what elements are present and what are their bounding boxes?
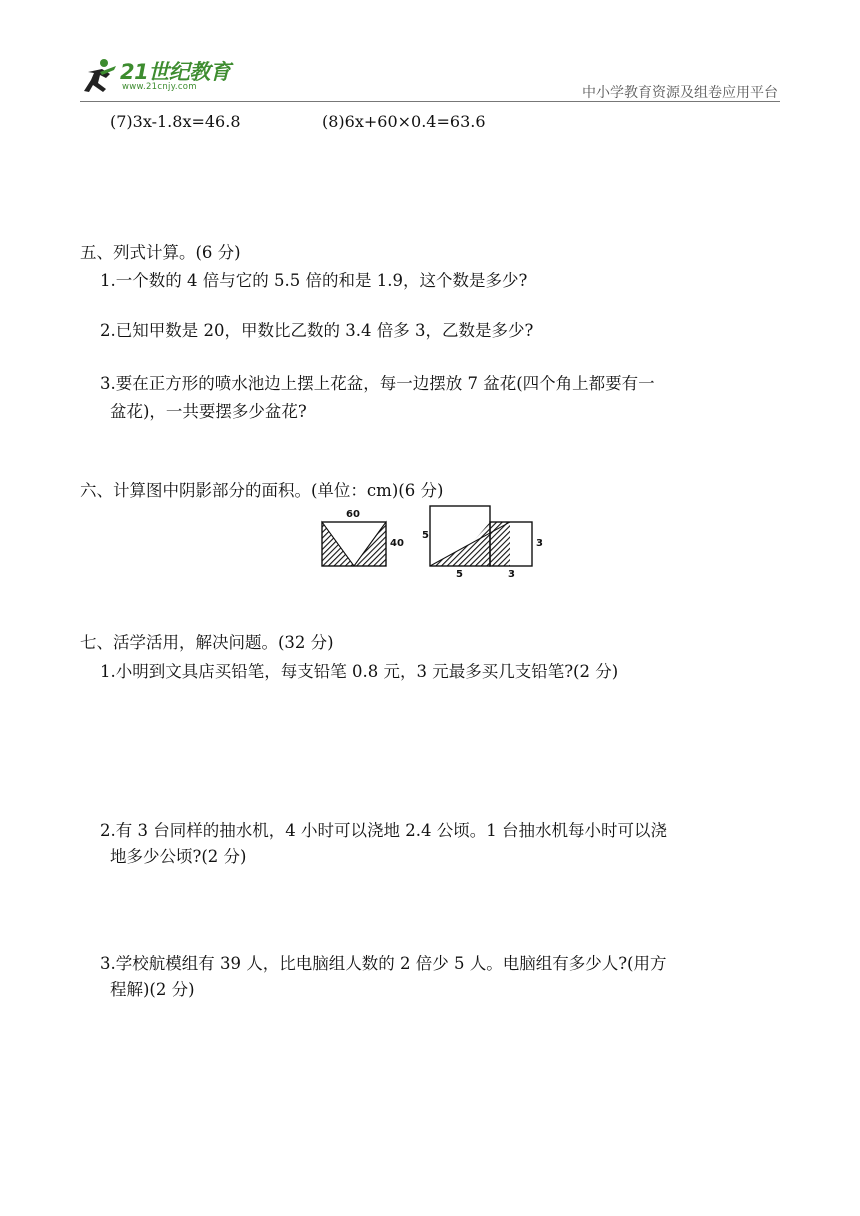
section-7-question-3-line-1: 3.学校航模组有 39 人，比电脑组人数的 2 倍少 5 人。电脑组有多少人?(用方 bbox=[100, 954, 667, 973]
shaded-area-figures bbox=[318, 502, 548, 584]
figure-1-label-top: 60 bbox=[346, 509, 360, 520]
platform-tagline: 中小学教育资源及组卷应用平台 bbox=[582, 85, 778, 101]
equation-8: (8)6x+60×0.4=63.6 bbox=[322, 112, 486, 131]
logo-text: 21世纪教育 bbox=[120, 60, 231, 84]
runner-logo-icon bbox=[80, 56, 120, 96]
equation-7: (7)3x-1.8x=46.8 bbox=[110, 112, 241, 131]
section-7-question-2-line-1: 2.有 3 台同样的抽水机，4 小时可以浇地 2.4 公顷。1 台抽水机每小时可以浇 bbox=[100, 821, 667, 840]
section-5-question-3-line-1: 3.要在正方形的喷水池边上摆上花盆，每一边摆放 7 盆花(四个角上都要有一 bbox=[100, 374, 655, 393]
figure-1-rectangle bbox=[322, 522, 386, 566]
section-5-title: 五、列式计算。(6 分) bbox=[80, 243, 241, 262]
section-7-question-2-line-2: 地多少公顷?(2 分) bbox=[110, 847, 247, 866]
section-5-question-3-line-2: 盆花)，一共要摆多少盆花? bbox=[110, 402, 307, 421]
figure-2-squares bbox=[430, 506, 532, 566]
section-7-question-1: 1.小明到文具店买铅笔，每支铅笔 0.8 元，3 元最多买几支铅笔?(2 分) bbox=[100, 662, 619, 681]
logo bbox=[80, 56, 260, 100]
figure-1-label-right: 40 bbox=[390, 538, 404, 549]
section-5-question-2: 2.已知甲数是 20，甲数比乙数的 3.4 倍多 3，乙数是多少? bbox=[100, 321, 534, 340]
logo-url: www.21cnjy.com bbox=[122, 82, 197, 92]
page-header bbox=[80, 56, 780, 104]
header-divider bbox=[80, 101, 780, 102]
section-6-title: 六、计算图中阴影部分的面积。(单位：cm)(6 分) bbox=[80, 481, 444, 500]
section-5-question-1: 1.一个数的 4 倍与它的 5.5 倍的和是 1.9，这个数是多少? bbox=[100, 271, 528, 290]
figure-2-label-left: 5 bbox=[422, 530, 429, 541]
figure-2-label-right: 3 bbox=[536, 538, 543, 549]
figure-2-label-bottom-left: 5 bbox=[456, 569, 463, 580]
figure-2-label-bottom-right: 3 bbox=[508, 569, 515, 580]
section-7-question-3-line-2: 程解)(2 分) bbox=[110, 980, 195, 999]
section-7-title: 七、活学活用，解决问题。(32 分) bbox=[80, 633, 334, 652]
